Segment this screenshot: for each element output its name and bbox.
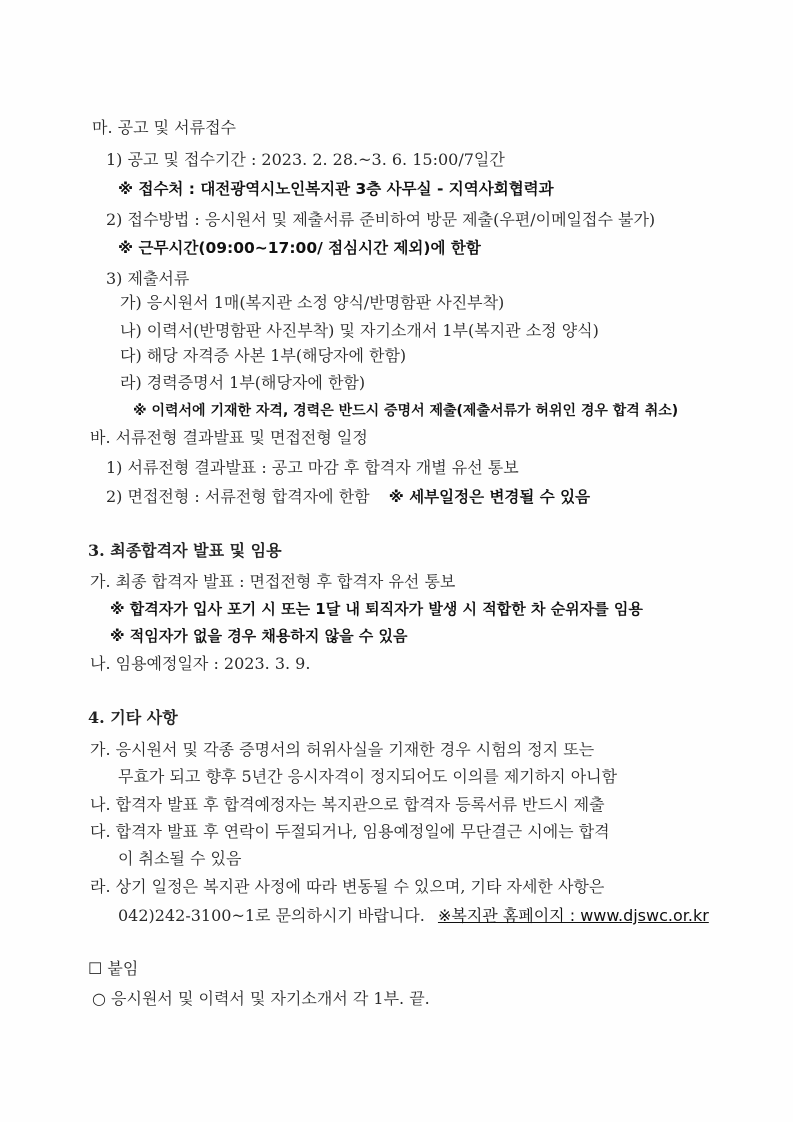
section-4-heading: 4. 기타 사항: [88, 708, 178, 727]
other-item-ra: 라. 상기 일정은 복지관 사정에 따라 변동될 수 있으며, 기타 자세한 사항은: [90, 877, 605, 896]
application-period: 1) 공고 및 접수기간 : 2023. 2. 28.~3. 6. 15:00/7일간: [106, 150, 505, 169]
contact-text: 042)242-3100~1로 문의하시기 바랍니다.: [118, 906, 425, 925]
docs-note: ※ 이력서에 기재한 자격, 경력은 반드시 증명서 제출(제출서류가 허위인 경우 합격 취소): [133, 403, 679, 419]
interview-text: 2) 면접전형 : 서류전형 합격자에 한함: [106, 487, 370, 506]
attachment-heading: ☐ 붙임: [88, 959, 139, 978]
other-item-na: 나. 합격자 발표 후 합격예정자는 복지관으로 합격자 등록서류 반드시 제출: [90, 795, 605, 814]
section-ba-heading: 바. 서류전형 결과발표 및 면접전형 일정: [90, 428, 368, 447]
other-item-ga-cont: 무효가 되고 향후 5년간 응시자격이 정지되어도 이의를 제기하지 아니함: [118, 767, 618, 786]
other-item-da: 다. 합격자 발표 후 연락이 두절되거나, 임용예정일에 무단결근 시에는 합격: [90, 822, 610, 841]
application-method: 2) 접수방법 : 응시원서 및 제출서류 준비하여 방문 제출(우편/이메일접수 불가): [106, 210, 656, 229]
docs-heading: 3) 제출서류: [106, 269, 190, 288]
section-3-heading: 3. 최종합격자 발표 및 임용: [88, 541, 282, 560]
attachment-item: ○ 응시원서 및 이력서 및 자기소개서 각 1부. 끝.: [92, 989, 430, 1008]
interview-note: ※ 세부일정은 변경될 수 있음: [388, 488, 591, 506]
doc-item: 가) 응시원서 1매(복지관 소정 양식/반명함판 사진부착): [120, 293, 505, 312]
hours-note: ※ 근무시간(09:00~17:00/ 점심시간 제외)에 한함: [118, 239, 481, 257]
place-note: ※ 접수처 : 대전광역시노인복지관 3층 사무실 - 지역사회협력과: [118, 180, 554, 198]
interview-line: [106, 486, 590, 508]
doc-item: 다) 해당 자격증 사본 1부(해당자에 한함): [120, 346, 407, 365]
final-announcement: 가. 최종 합격자 발표 : 면접전형 후 합격자 유선 통보: [90, 572, 456, 591]
other-item-ga: 가. 응시원서 및 각종 증명서의 허위사실을 기재한 경우 시험의 정지 또는: [90, 740, 595, 759]
homepage-link[interactable]: ※복지관 홈페이지 : www.djswc.or.kr: [437, 906, 709, 925]
other-item-ra-cont: [118, 905, 709, 927]
no-hire-note: ※ 적임자가 없을 경우 채용하지 않을 수 있음: [110, 627, 408, 645]
section-ma-heading: 마. 공고 및 서류접수: [92, 118, 236, 137]
replacement-note: ※ 합격자가 입사 포기 시 또는 1달 내 퇴직자가 발생 시 적합한 차 순위자를 임용: [110, 600, 643, 618]
appointment-date: 나. 임용예정일자 : 2023. 3. 9.: [90, 654, 311, 673]
screening-result: 1) 서류전형 결과발표 : 공고 마감 후 합격자 개별 유선 통보: [106, 458, 519, 477]
doc-item: 라) 경력증명서 1부(해당자에 한함): [120, 373, 366, 392]
other-item-da-cont: 이 취소될 수 있음: [118, 849, 242, 868]
doc-item: 나) 이력서(반명함판 사진부착) 및 자기소개서 1부(복지관 소정 양식): [120, 321, 599, 340]
